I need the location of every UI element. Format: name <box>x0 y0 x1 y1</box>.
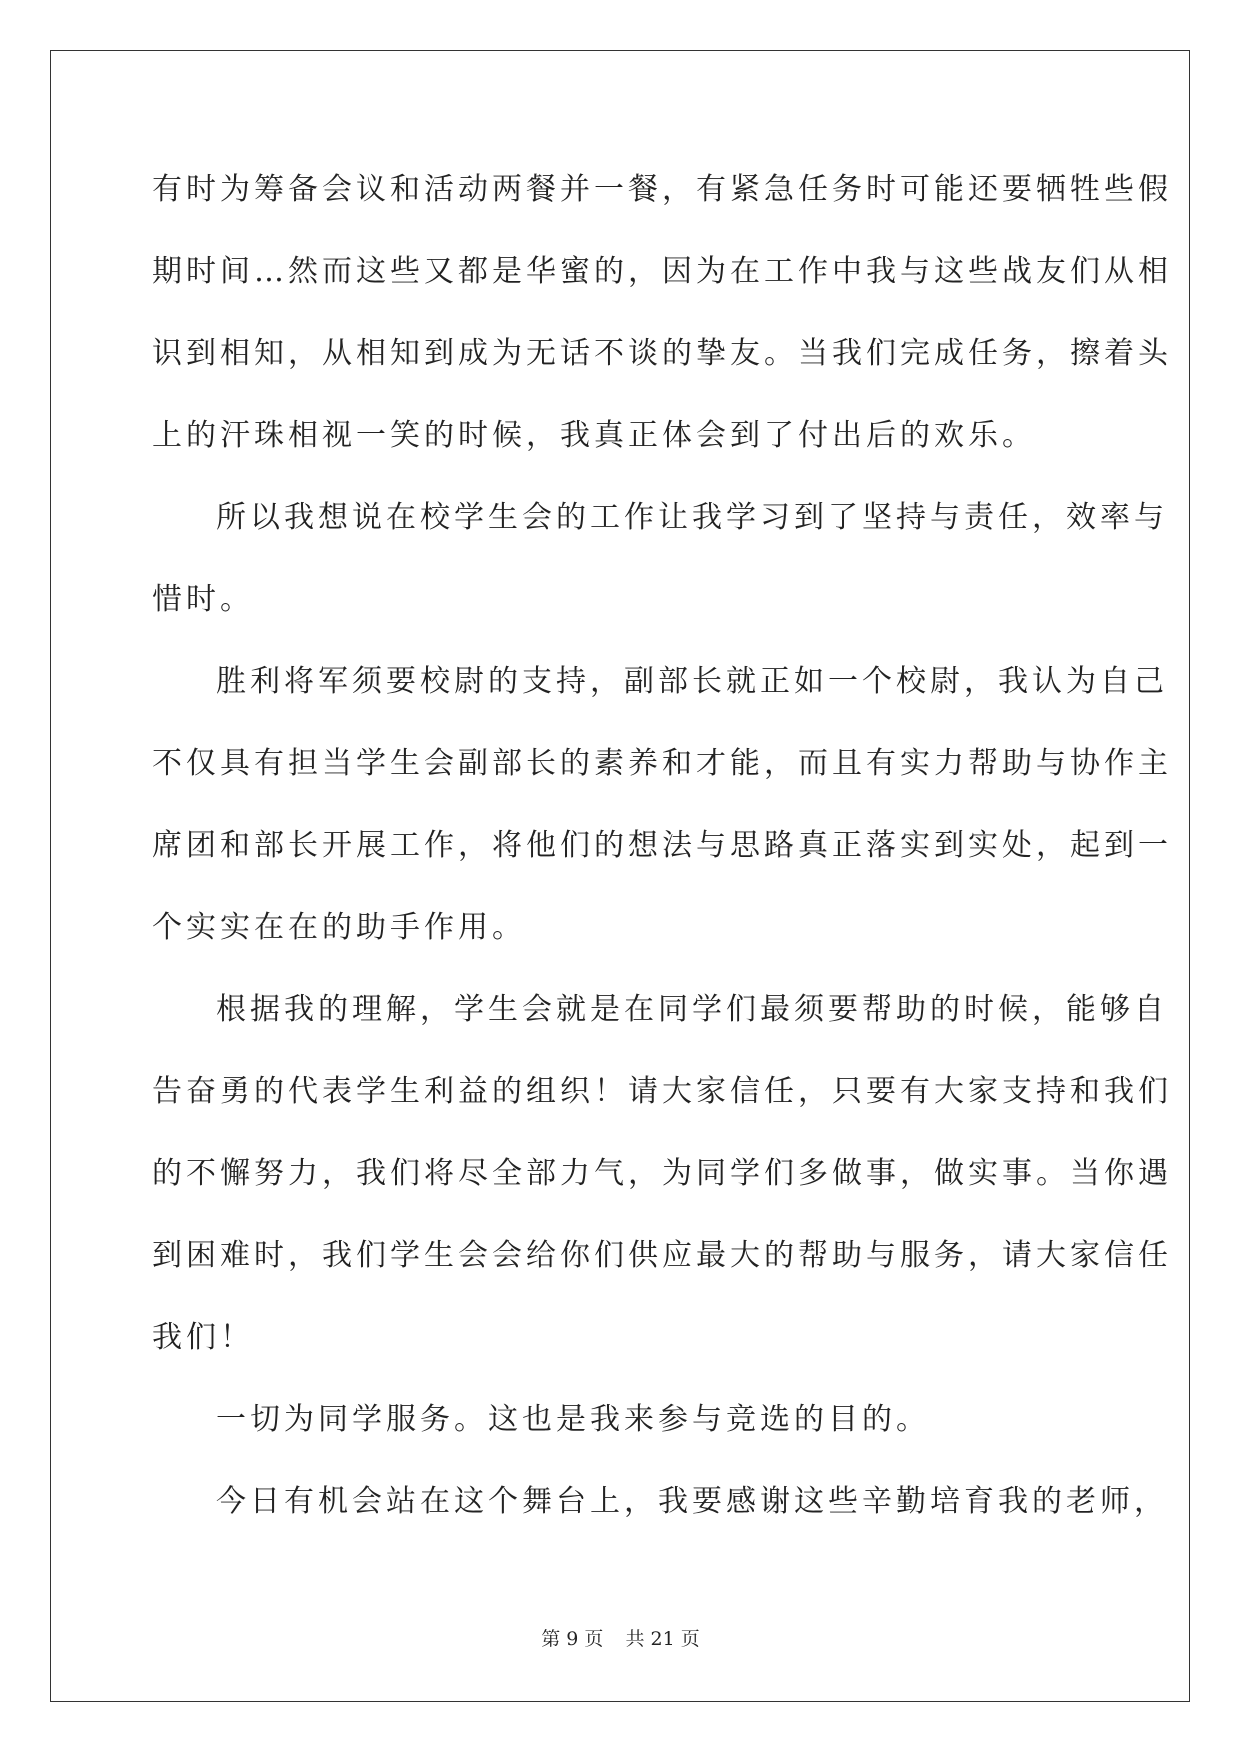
paragraph-start-line: 一切为同学服务。这也是我来参与竞选的目的。 <box>216 1402 930 1437</box>
paragraph-start-line: 所以我想说在校学生会的工作让我学习到了坚持与责任，效率与 <box>216 500 1168 535</box>
total-pages: 共 21 页 <box>625 1628 700 1650</box>
text-line: 识到相知，从相知到成为无话不谈的挚友。当我们完成任务，擦着头 <box>152 336 1172 371</box>
text-line: 到困难时，我们学生会会给你们供应最大的帮助与服务，请大家信任 <box>152 1238 1172 1273</box>
text-line: 上的汗珠相视一笑的时候，我真正体会到了付出后的欢乐。 <box>152 418 1036 453</box>
text-line: 告奋勇的代表学生利益的组织！请大家信任，只要有大家支持和我们 <box>152 1074 1172 1109</box>
page-footer <box>0 1624 1241 1651</box>
text-line: 的不懈努力，我们将尽全部力气，为同学们多做事，做实事。当你遇 <box>152 1156 1172 1191</box>
text-line: 不仅具有担当学生会副部长的素养和才能，而且有实力帮助与协作主 <box>152 746 1172 781</box>
text-line: 个实实在在的助手作用。 <box>152 910 526 945</box>
text-line: 惜时。 <box>152 582 254 617</box>
paragraph-start-line: 胜利将军须要校尉的支持，副部长就正如一个校尉，我认为自己 <box>216 664 1168 699</box>
text-line: 我们！ <box>152 1320 254 1355</box>
text-line: 期时间…然而这些又都是华蜜的，因为在工作中我与这些战友们从相 <box>152 254 1172 289</box>
paragraph-start-line: 今日有机会站在这个舞台上，我要感谢这些辛勤培育我的老师， <box>216 1484 1168 1519</box>
document-body <box>152 160 1172 1554</box>
paragraph-start-line: 根据我的理解，学生会就是在同学们最须要帮助的时候，能够自 <box>216 992 1168 1027</box>
text-line: 席团和部长开展工作，将他们的想法与思路真正落实到实处，起到一 <box>152 828 1172 863</box>
page-number: 第 9 页 <box>541 1628 604 1650</box>
text-line: 有时为筹备会议和活动两餐并一餐，有紧急任务时可能还要牺牲些假 <box>152 172 1172 207</box>
